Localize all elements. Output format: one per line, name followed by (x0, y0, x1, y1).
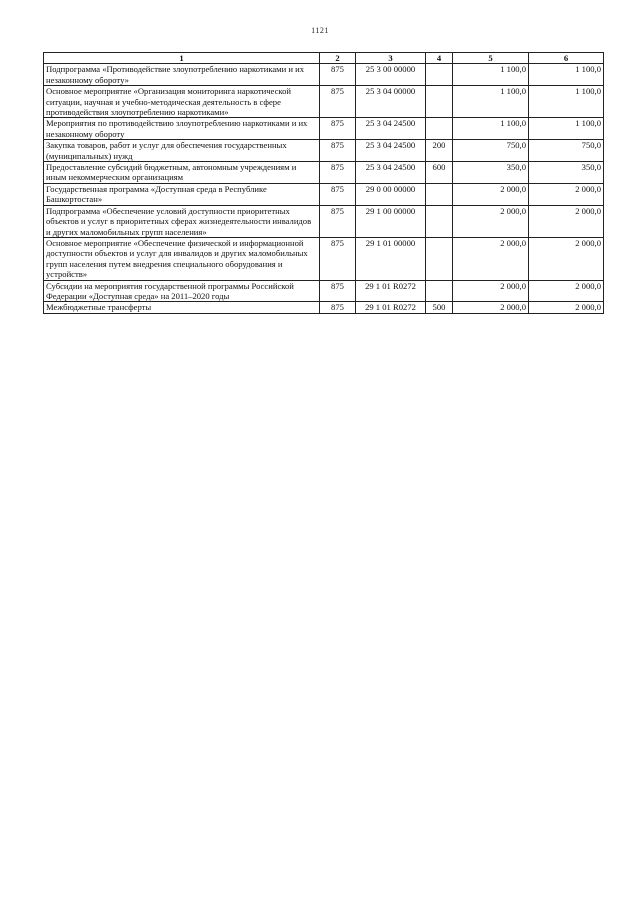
budget-table (43, 52, 604, 314)
row-name-cell: Мероприятия по противодействию злоупотреблению наркотиками и их незаконному обороту (44, 118, 320, 140)
row-csr-cell: 25 3 04 24500 (356, 118, 426, 140)
row-sum1-cell: 350,0 (453, 162, 529, 184)
row-name-cell: Предоставление субсидий бюджетным, автономным учреждениям и иным некоммерческим организациям (44, 162, 320, 184)
table-row (44, 183, 604, 205)
row-name-cell: Субсидии на мероприятия государственной программы Российской Федерации «Доступная среда» на 2011–2020 годы (44, 280, 320, 302)
row-csr-cell: 25 3 04 00000 (356, 86, 426, 118)
table-row (44, 140, 604, 162)
row-sum1-cell: 2 000,0 (453, 183, 529, 205)
row-sum1-cell: 2 000,0 (453, 205, 529, 237)
row-sum1-cell: 2 000,0 (453, 237, 529, 280)
table-row (44, 162, 604, 184)
row-code-cell: 875 (320, 140, 356, 162)
row-vr-cell: 200 (426, 140, 453, 162)
row-vr-cell: 600 (426, 162, 453, 184)
row-sum1-cell: 750,0 (453, 140, 529, 162)
row-sum2-cell: 2 000,0 (529, 302, 604, 313)
row-code-cell: 875 (320, 280, 356, 302)
row-vr-cell (426, 118, 453, 140)
row-vr-cell (426, 280, 453, 302)
row-name-cell: Подпрограмма «Обеспечение условий доступности приоритетных объектов и услуг в приоритетных сферах жизнедеятельности инвалидов и других маломобильных групп населения» (44, 205, 320, 237)
row-name-cell: Закупка товаров, работ и услуг для обеспечения государственных (муниципальных) нужд (44, 140, 320, 162)
page-number: 1121 (311, 26, 329, 35)
row-sum2-cell: 2 000,0 (529, 280, 604, 302)
row-sum2-cell: 2 000,0 (529, 237, 604, 280)
row-name-cell: Основное мероприятие «Организация мониторинга наркотической ситуации, научная и учебно-методическая деятельность в сфере противодействия злоупотреблению наркотиками» (44, 86, 320, 118)
table-row (44, 237, 604, 280)
row-sum1-cell: 1 100,0 (453, 118, 529, 140)
row-name-cell: Подпрограмма «Противодействие злоупотреблению наркотиками и их незаконному обороту» (44, 64, 320, 86)
table-row (44, 86, 604, 118)
table-header-row (44, 53, 604, 64)
column-header: 5 (453, 53, 529, 64)
row-sum1-cell: 2 000,0 (453, 280, 529, 302)
row-code-cell: 875 (320, 118, 356, 140)
row-name-cell: Государственная программа «Доступная среда в Республике Башкортостан» (44, 183, 320, 205)
row-csr-cell: 29 1 01 R0272 (356, 280, 426, 302)
row-code-cell: 875 (320, 162, 356, 184)
row-csr-cell: 25 3 04 24500 (356, 140, 426, 162)
row-csr-cell: 29 1 01 00000 (356, 237, 426, 280)
column-header: 6 (529, 53, 604, 64)
row-code-cell: 875 (320, 183, 356, 205)
row-sum2-cell: 1 100,0 (529, 118, 604, 140)
row-csr-cell: 25 3 04 24500 (356, 162, 426, 184)
row-sum2-cell: 1 100,0 (529, 64, 604, 86)
row-sum2-cell: 750,0 (529, 140, 604, 162)
row-sum2-cell: 350,0 (529, 162, 604, 184)
row-name-cell: Основное мероприятие «Обеспечение физической и информационной доступности объектов и услуг для инвалидов и других маломобильных групп населения путем внедрения специального оборудования и устройств» (44, 237, 320, 280)
column-header: 3 (356, 53, 426, 64)
row-name-cell: Межбюджетные трансферты (44, 302, 320, 313)
row-vr-cell: 500 (426, 302, 453, 313)
row-vr-cell (426, 64, 453, 86)
column-header: 1 (44, 53, 320, 64)
table-row (44, 302, 604, 313)
row-sum2-cell: 1 100,0 (529, 86, 604, 118)
row-vr-cell (426, 205, 453, 237)
row-csr-cell: 29 0 00 00000 (356, 183, 426, 205)
table-row (44, 118, 604, 140)
row-code-cell: 875 (320, 86, 356, 118)
row-vr-cell (426, 237, 453, 280)
row-csr-cell: 25 3 00 00000 (356, 64, 426, 86)
row-sum1-cell: 1 100,0 (453, 64, 529, 86)
row-sum1-cell: 1 100,0 (453, 86, 529, 118)
column-header: 4 (426, 53, 453, 64)
row-sum2-cell: 2 000,0 (529, 205, 604, 237)
row-csr-cell: 29 1 01 R0272 (356, 302, 426, 313)
row-vr-cell (426, 183, 453, 205)
row-sum1-cell: 2 000,0 (453, 302, 529, 313)
row-code-cell: 875 (320, 237, 356, 280)
table-row (44, 64, 604, 86)
row-code-cell: 875 (320, 205, 356, 237)
row-csr-cell: 29 1 00 00000 (356, 205, 426, 237)
table-row (44, 280, 604, 302)
row-vr-cell (426, 86, 453, 118)
row-code-cell: 875 (320, 64, 356, 86)
table-row (44, 205, 604, 237)
column-header: 2 (320, 53, 356, 64)
row-code-cell: 875 (320, 302, 356, 313)
row-sum2-cell: 2 000,0 (529, 183, 604, 205)
